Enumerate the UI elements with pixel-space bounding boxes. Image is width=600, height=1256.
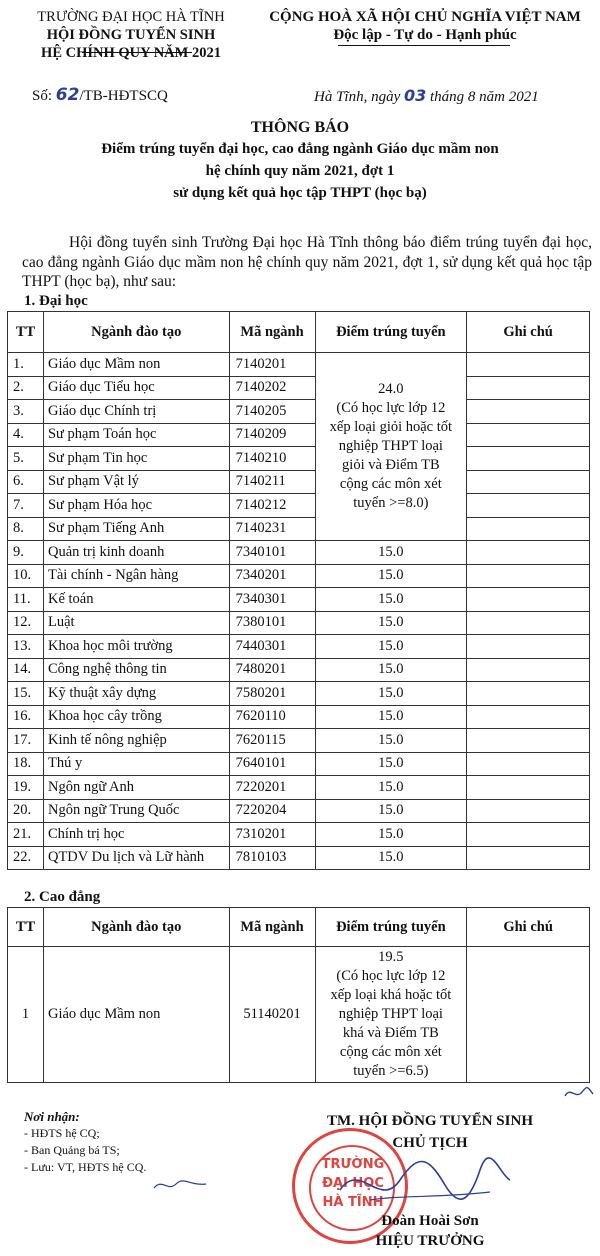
score-line: 19.5 bbox=[378, 949, 404, 965]
row-major: Giáo dục Tiểu học bbox=[43, 376, 229, 400]
row-major: Chính trị học bbox=[43, 823, 229, 847]
signer-position: HIỆU TRƯỞNG bbox=[375, 1233, 485, 1249]
header-major: Ngành đào tạo bbox=[43, 312, 229, 353]
row-code: 7220201 bbox=[229, 776, 315, 800]
initials-scribble bbox=[150, 1176, 210, 1194]
table-row bbox=[8, 729, 590, 753]
table-header-row bbox=[8, 312, 590, 353]
header-note: Ghi chú bbox=[467, 908, 590, 947]
row-major: Giáo dục Mầm non bbox=[43, 947, 229, 1083]
row-tt: 1 bbox=[8, 947, 44, 1083]
council-name: HỘI ĐỒNG TUYỂN SINH bbox=[46, 27, 216, 43]
document-title: THÔNG BÁO bbox=[250, 119, 350, 136]
score-line: cộng các môn xét bbox=[339, 1044, 442, 1060]
table-header-row bbox=[8, 908, 590, 947]
signature-role: CHỦ TỊCH bbox=[392, 1135, 468, 1151]
row-tt: 20. bbox=[8, 799, 44, 823]
row-score: 15.0 bbox=[315, 682, 467, 706]
row-major: Giáo dục Chính trị bbox=[43, 400, 229, 424]
row-code: 7310201 bbox=[229, 823, 315, 847]
row-note bbox=[467, 752, 590, 776]
row-major: Khoa học cây trồng bbox=[43, 705, 229, 729]
signature-scribble bbox=[330, 1140, 520, 1220]
row-tt: 17. bbox=[8, 729, 44, 753]
row-tt: 18. bbox=[8, 752, 44, 776]
table-row bbox=[8, 823, 590, 847]
row-code: 7140205 bbox=[229, 400, 315, 424]
national-header bbox=[250, 8, 600, 44]
row-note bbox=[467, 776, 590, 800]
row-code: 7440301 bbox=[229, 635, 315, 659]
row-tt: 3. bbox=[8, 400, 44, 424]
table-row bbox=[8, 400, 590, 424]
row-tt: 2. bbox=[8, 376, 44, 400]
table-row bbox=[8, 705, 590, 729]
row-code: 7340301 bbox=[229, 588, 315, 612]
college-table bbox=[7, 907, 590, 1083]
table-row bbox=[8, 353, 590, 377]
row-code: 7380101 bbox=[229, 611, 315, 635]
table-row bbox=[8, 564, 590, 588]
row-score: 15.0 bbox=[315, 823, 467, 847]
row-note bbox=[467, 564, 590, 588]
row-major: Ngôn ngữ Trung Quốc bbox=[43, 799, 229, 823]
row-score: 15.0 bbox=[315, 564, 467, 588]
row-score: 15.0 bbox=[315, 541, 467, 565]
row-note bbox=[467, 658, 590, 682]
score-line: giỏi và Điểm TB bbox=[342, 457, 440, 473]
row-major: Kinh tế nông nghiệp bbox=[43, 729, 229, 753]
row-note bbox=[467, 588, 590, 612]
row-code: 7140209 bbox=[229, 423, 315, 447]
row-major: Sư phạm Hóa học bbox=[43, 494, 229, 518]
table-row bbox=[8, 588, 590, 612]
row-major: Sư phạm Tin học bbox=[43, 447, 229, 471]
section-college-title: 2. Cao đẳng bbox=[24, 889, 101, 905]
row-score: 15.0 bbox=[315, 846, 467, 870]
document-date bbox=[314, 86, 539, 106]
recipients-block bbox=[24, 1108, 146, 1176]
row-score bbox=[315, 947, 467, 1083]
row-major: Kỹ thuật xây dựng bbox=[43, 682, 229, 706]
row-major: Công nghệ thông tin bbox=[43, 658, 229, 682]
row-major: Tài chính - Ngân hàng bbox=[43, 564, 229, 588]
row-tt: 10. bbox=[8, 564, 44, 588]
issuer-block bbox=[0, 8, 262, 62]
row-tt: 6. bbox=[8, 470, 44, 494]
document-number bbox=[32, 85, 168, 105]
header-major: Ngành đào tạo bbox=[43, 908, 229, 947]
row-tt: 4. bbox=[8, 423, 44, 447]
row-note bbox=[467, 423, 590, 447]
row-major: Ngôn ngữ Anh bbox=[43, 776, 229, 800]
signer-name: Đoàn Hoài Sơn bbox=[381, 1213, 479, 1229]
national-motto: Độc lập - Tự do - Hạnh phúc bbox=[333, 27, 517, 43]
row-tt: 22. bbox=[8, 846, 44, 870]
table-row bbox=[8, 517, 590, 541]
row-score: 15.0 bbox=[315, 729, 467, 753]
row-note bbox=[467, 729, 590, 753]
row-note bbox=[467, 470, 590, 494]
table-row bbox=[8, 470, 590, 494]
row-note bbox=[467, 447, 590, 471]
row-major: Sư phạm Toán học bbox=[43, 423, 229, 447]
number-value: 62 bbox=[55, 85, 80, 105]
date-suffix: tháng 8 năm 2021 bbox=[430, 89, 539, 105]
table-row bbox=[8, 447, 590, 471]
section-university-title: 1. Đại học bbox=[24, 293, 88, 309]
motto-underline bbox=[338, 45, 510, 46]
row-tt: 14. bbox=[8, 658, 44, 682]
row-code: 7480201 bbox=[229, 658, 315, 682]
row-code: 7140231 bbox=[229, 517, 315, 541]
table-row bbox=[8, 376, 590, 400]
table-row bbox=[8, 423, 590, 447]
row-note bbox=[467, 947, 590, 1083]
row-major: Sư phạm Tiếng Anh bbox=[43, 517, 229, 541]
council-program: HỆ CHÍNH QUY NĂM 2021 bbox=[41, 45, 221, 61]
row-tt: 13. bbox=[8, 635, 44, 659]
row-code: 7810103 bbox=[229, 846, 315, 870]
header-code: Mã ngành bbox=[229, 908, 315, 947]
row-major: Giáo dục Mầm non bbox=[43, 353, 229, 377]
stamp-text: ĐẠI HỌC bbox=[322, 1176, 384, 1191]
header-score: Điểm trúng tuyển bbox=[315, 908, 467, 947]
row-code: 7140201 bbox=[229, 353, 315, 377]
recipient-item: - Lưu: VT, HĐTS hệ CQ. bbox=[24, 1160, 147, 1174]
row-score: 15.0 bbox=[315, 799, 467, 823]
row-note bbox=[467, 823, 590, 847]
row-major: Khoa học môi trường bbox=[43, 635, 229, 659]
score-line: khá và Điểm TB bbox=[342, 1025, 439, 1041]
score-line: tuyển >=8.0) bbox=[353, 495, 429, 511]
table-row bbox=[8, 635, 590, 659]
number-label: Số: bbox=[32, 88, 53, 104]
row-score: 15.0 bbox=[315, 776, 467, 800]
table-row bbox=[8, 494, 590, 518]
row-code: 51140201 bbox=[229, 947, 315, 1083]
row-score: 15.0 bbox=[315, 658, 467, 682]
row-tt: 16. bbox=[8, 705, 44, 729]
intro-paragraph: Hội đồng tuyển sinh Trường Đại học Hà Tĩnh thông báo điểm trúng tuyển đại học, cao đẳng ngành Giáo dục mầm non hệ chính quy năm 2021, đợt 1, sử dụng kết quả học tập THPT (học bạ), như sau: bbox=[22, 234, 592, 290]
table-row bbox=[8, 541, 590, 565]
row-code: 7140212 bbox=[229, 494, 315, 518]
row-note bbox=[467, 494, 590, 518]
row-note bbox=[467, 799, 590, 823]
row-note bbox=[467, 635, 590, 659]
row-note bbox=[467, 376, 590, 400]
score-line: nghiệp THPT loại bbox=[338, 1006, 443, 1022]
row-code: 7640101 bbox=[229, 752, 315, 776]
header-code: Mã ngành bbox=[229, 312, 315, 353]
row-code: 7140211 bbox=[229, 470, 315, 494]
score-line: 24.0 bbox=[378, 381, 404, 397]
number-suffix: /TB-HĐTSCQ bbox=[79, 88, 168, 104]
subtitle-line-2: hệ chính quy năm 2021, đợt 1 bbox=[205, 163, 395, 179]
row-major: Quản trị kinh doanh bbox=[43, 541, 229, 565]
row-score: 15.0 bbox=[315, 705, 467, 729]
row-major: QTDV Du lịch và Lữ hành bbox=[43, 846, 229, 870]
date-day: 03 bbox=[404, 86, 427, 105]
table-row bbox=[8, 846, 590, 870]
row-tt: 21. bbox=[8, 823, 44, 847]
row-major: Thú y bbox=[43, 752, 229, 776]
score-line: cộng các môn xét bbox=[339, 476, 442, 492]
stamp-text: TRƯỜNG bbox=[321, 1157, 385, 1172]
header-note: Ghi chú bbox=[467, 312, 590, 353]
country-name: CỘNG HOÀ XÃ HỘI CHỦ NGHĨA VIỆT NAM bbox=[269, 9, 581, 25]
score-line: xếp loại giỏi hoặc tốt bbox=[329, 419, 453, 435]
table-row bbox=[8, 776, 590, 800]
row-note bbox=[467, 611, 590, 635]
issuer-divider bbox=[82, 52, 192, 53]
row-code: 7220204 bbox=[229, 799, 315, 823]
recipients-title: Nơi nhận: bbox=[24, 1109, 80, 1124]
subtitle-line-3: sử dụng kết quả học tập THPT (học bạ) bbox=[173, 185, 427, 201]
corner-mark bbox=[562, 1084, 596, 1102]
university-name: TRƯỜNG ĐẠI HỌC HÀ TĨNH bbox=[37, 9, 225, 25]
row-tt: 19. bbox=[8, 776, 44, 800]
row-note bbox=[467, 705, 590, 729]
row-tt: 1. bbox=[8, 353, 44, 377]
recipient-item: - Ban Quảng bá TS; bbox=[24, 1143, 120, 1157]
row-code: 7340101 bbox=[229, 541, 315, 565]
header-score: Điểm trúng tuyển bbox=[315, 312, 467, 353]
row-score: 15.0 bbox=[315, 611, 467, 635]
row-major: Sư phạm Vật lý bbox=[43, 470, 229, 494]
row-code: 7340201 bbox=[229, 564, 315, 588]
row-code: 7580201 bbox=[229, 682, 315, 706]
row-note bbox=[467, 846, 590, 870]
row-tt: 11. bbox=[8, 588, 44, 612]
header-tt: TT bbox=[8, 908, 44, 947]
row-tt: 7. bbox=[8, 494, 44, 518]
table-row bbox=[8, 611, 590, 635]
row-code: 7140202 bbox=[229, 376, 315, 400]
date-prefix: Hà Tĩnh, ngày bbox=[314, 89, 401, 105]
row-tt: 9. bbox=[8, 541, 44, 565]
row-major: Kế toán bbox=[43, 588, 229, 612]
row-note bbox=[467, 400, 590, 424]
row-note bbox=[467, 682, 590, 706]
table-row bbox=[8, 947, 590, 1083]
row-code: 7620115 bbox=[229, 729, 315, 753]
row-note bbox=[467, 353, 590, 377]
table-row bbox=[8, 682, 590, 706]
recipient-item: - HĐTS hệ CQ; bbox=[24, 1126, 100, 1140]
subtitle-line-1: Điểm trúng tuyển đại học, cao đẳng ngành Giáo dục mầm non bbox=[101, 141, 499, 157]
university-table bbox=[7, 311, 590, 870]
row-tt: 12. bbox=[8, 611, 44, 635]
score-line: (Có học lực lớp 12 bbox=[336, 968, 446, 984]
signature-title: TM. HỘI ĐỒNG TUYỂN SINH bbox=[326, 1113, 533, 1129]
score-line: tuyển >=6.5) bbox=[353, 1063, 429, 1079]
table-row bbox=[8, 752, 590, 776]
row-code: 7620110 bbox=[229, 705, 315, 729]
score-line: xếp loại khá hoặc tốt bbox=[330, 987, 452, 1003]
row-note bbox=[467, 541, 590, 565]
score-line: nghiệp THPT loại bbox=[338, 438, 443, 454]
row-major: Luật bbox=[43, 611, 229, 635]
row-tt: 15. bbox=[8, 682, 44, 706]
row-tt: 8. bbox=[8, 517, 44, 541]
score-line: (Có học lực lớp 12 bbox=[336, 400, 446, 416]
row-score: 15.0 bbox=[315, 635, 467, 659]
table-row bbox=[8, 799, 590, 823]
row-code: 7140210 bbox=[229, 447, 315, 471]
row-score: 15.0 bbox=[315, 752, 467, 776]
header-tt: TT bbox=[8, 312, 44, 353]
row-score: 15.0 bbox=[315, 588, 467, 612]
row-note bbox=[467, 517, 590, 541]
table-row bbox=[8, 658, 590, 682]
merged-score-cell bbox=[315, 353, 467, 541]
stamp-text: HÀ TĨNH bbox=[322, 1195, 384, 1210]
row-tt: 5. bbox=[8, 447, 44, 471]
